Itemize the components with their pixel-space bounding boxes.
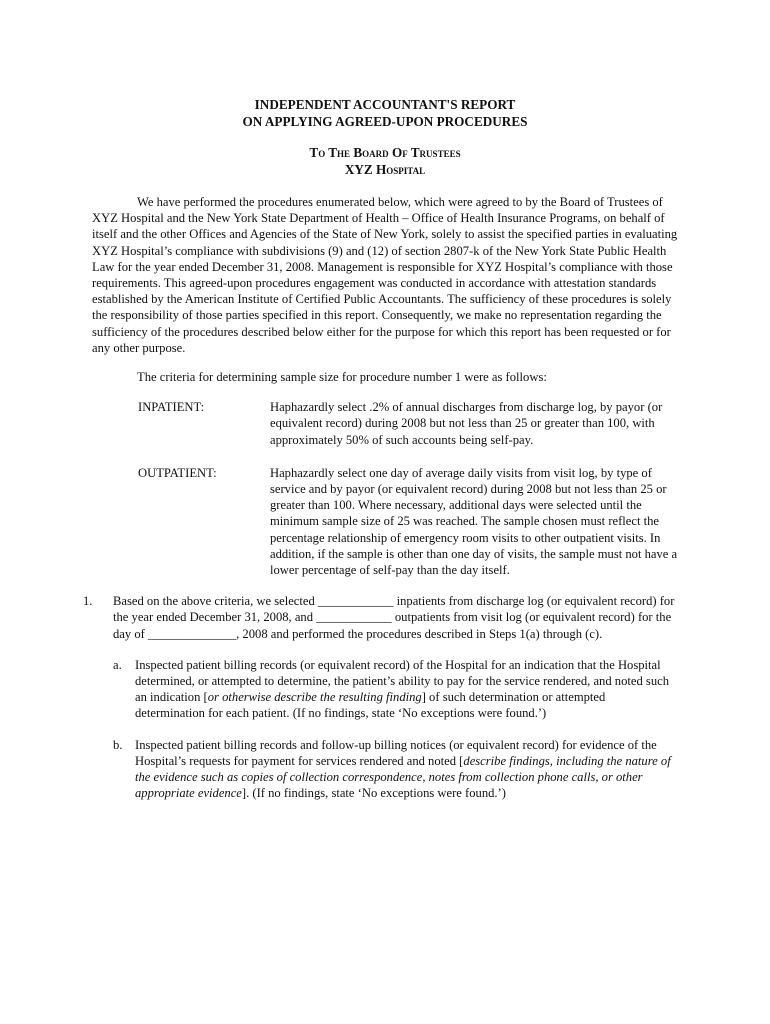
addressee [92, 144, 678, 178]
addressee-line-2: XYZ Hospital [344, 162, 426, 177]
outpatient-label: OUTPATIENT: [138, 465, 217, 480]
step-1a-text-start: Inspected patient billing records (or equivalent record) of the Hospital for an indication that the Hospital determined, or attempted to determine, the patient’s ability to pay for the service rendered, and noted such an indication [ [135, 657, 669, 705]
step-1b-text-end: ]. (If no findings, state ‘No exceptions were found.’) [241, 786, 506, 801]
step-1b-text-italic: describe findings, including the nature of the evidence such as copies of collection correspondence, notes from collection phone calls, or other appropriate evidence [135, 753, 671, 801]
addressee-line-1: To The Board Of Trustees [309, 145, 461, 160]
outpatient-text: Haphazardly select one day of average daily visits from visit log, by type of service and by payor (or equivalent record) during 2008 but not less than 25 or greater than 100. Where necessary, additional days were selected until the minimum sample size of 25 was reached. The sample chosen must reflect the percentage relationship of emergency room visits to other outpatient visits. In addition, if the sample is other than one day of visits, the sample must not have a lower percentage of self-pay than the day itself. [270, 465, 678, 578]
step-1b-letter: b. [113, 737, 123, 752]
inpatient-label: INPATIENT: [138, 400, 205, 415]
criteria-outpatient [138, 465, 678, 578]
criteria-intro: The criteria for determining sample size for procedure number 1 were as follows: [137, 370, 547, 385]
step-1b-text [135, 737, 678, 802]
step-1b-text-start: Inspected patient billing records and follow-up billing notices (or equivalent record) for evidence of the Hospital’s requests for payment for services rendered and noted [ [135, 737, 657, 768]
inpatient-text: Haphazardly select .2% of annual discharges from discharge log, by payor (or equivalent record) during 2008 but not less than 25 or greater than 100, with approximately 50% of such accounts being self-pay. [270, 400, 663, 447]
step-1-text: Based on the above criteria, we selected ____________ inpatients from discharge log (or equivalent record) for the year ended December 31, 2008, and ____________ outpatients from visit log (or equivalent record) for the day of ______________, 2008 and performed the procedures described in Steps 1(a) through (c). [113, 594, 675, 641]
title-line-2: ON APPLYING AGREED-UPON PROCEDURES [242, 114, 528, 129]
step-1a-text [135, 657, 678, 722]
intro-paragraph: We have performed the procedures enumerated below, which were agreed to by the Board of Trustees of XYZ Hospital and the New York State Department of Health – Office of Health Insurance Programs, on behalf of itself and the other Offices and Agencies of the State of New York, solely to assist the specified parties in evaluating XYZ Hospital’s compliance with subdivisions (9) and (12) of section 2807-k of the New York State Public Health Law for the year ended December 31, 2008. Management is responsible for XYZ Hospital’s compliance with those requirements. This agreed-upon procedures engagement was conducted in accordance with attestation standards established by the American Institute of Certified Public Accountants. The sufficiency of these procedures is solely the responsibility of those parties specified in this report. Consequently, we make no representation regarding the sufficiency of the procedures described below either for the purpose for which this report has been requested or for any other purpose. [92, 195, 678, 355]
criteria-inpatient [138, 399, 678, 448]
step-1a-text-italic: or otherwise describe the resulting finding [207, 690, 422, 705]
procedure-step-1b [113, 737, 678, 802]
title-line-1: INDEPENDENT ACCOUNTANT'S REPORT [254, 97, 516, 112]
step-1-number: 1. [83, 594, 93, 609]
report-title [92, 96, 678, 130]
step-1a-letter: a. [113, 657, 122, 672]
procedure-step-1a [113, 657, 678, 722]
procedure-step-1 [83, 593, 678, 642]
step-1a-text-end: ] of such determination or attempted determination for each patient. (If no findings, state ‘No exceptions were found.’) [135, 690, 606, 721]
